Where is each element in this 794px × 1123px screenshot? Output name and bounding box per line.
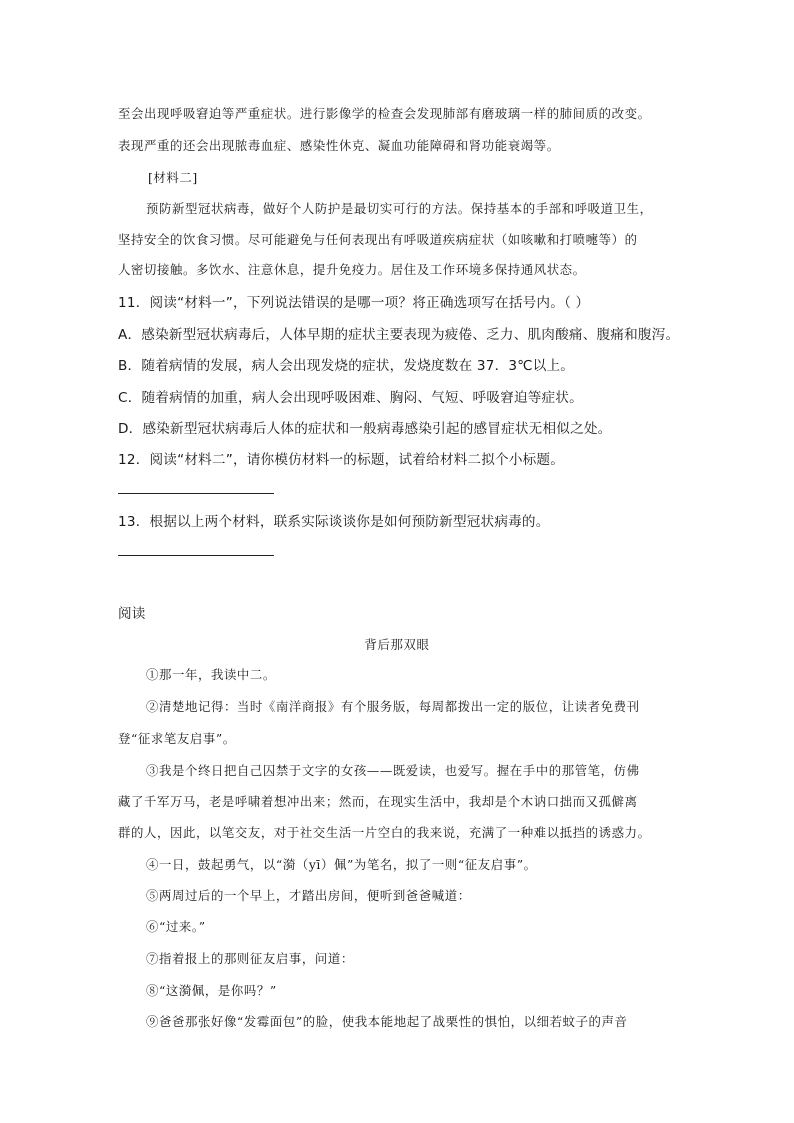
- paragraph-3-line-2: 藏了千军万马，老是呼啸着想冲出来；然而，在现实生活中，我却是个木讷口拙而又孤僻离: [118, 794, 638, 809]
- paragraph-5: ⑤两周过后的一个早上，才踏出房间，便听到爸爸喊道：: [146, 888, 471, 903]
- question-12: 12．阅读“材料二”，请你模仿材料一的标题，试着给材料二拟个小标题。: [118, 452, 564, 468]
- paragraph-1: ①那一年，我读中二。: [146, 667, 276, 682]
- question-11-option-b: B．随着病情的发展，病人会出现发烧的症状，发烧度数在 37．3℃以上。: [118, 358, 575, 374]
- reading-title: 背后那双眼: [364, 637, 430, 652]
- material2-line-3: 人密切接触。多饮水、注意休息，提升免疫力。居住及工作环境多保持通风状态。: [118, 262, 586, 277]
- paragraph-9-line-1: ⑨爸爸那张好像“发霉面包”的脸，使我本能地起了战栗性的惧怕，以细若蚊子的声音: [146, 1014, 628, 1029]
- material2-heading: [材料二]: [148, 170, 198, 185]
- reading-label: 阅读: [118, 606, 146, 622]
- material1-line-1: 至会出现呼吸窘迫等严重症状。进行影像学的检查会发现肺部有磨玻璃一样的肺间质的改变。: [118, 106, 651, 121]
- material1-line-2: 表现严重的还会出现脓毒血症、感染性休克、凝血功能障碍和肾功能衰竭等。: [118, 138, 560, 153]
- question-11: 11．阅读“材料一”，下列说法错误的是哪一项？将正确选项写在括号内。（ ）: [118, 295, 590, 311]
- answer-blank-12[interactable]: [118, 493, 274, 494]
- question-11-option-c: C．随着病情的加重，病人会出现呼吸困难、胸闷、气短、呼吸窘迫等症状。: [118, 390, 583, 406]
- material2-line-2: 坚持安全的饮食习惯。尽可能避免与任何表现出有呼吸道疾病症状（如咳嗽和打喷嚏等）的: [118, 232, 638, 247]
- question-13: 13．根据以上两个材料，联系实际谈谈你是如何预防新型冠状病毒的。: [118, 514, 550, 530]
- material2-line-1: 预防新型冠状病毒，做好个人防护是最切实可行的方法。保持基本的手部和呼吸道卫生，: [146, 201, 653, 216]
- paragraph-6: ⑥“过来。”: [146, 919, 206, 934]
- paragraph-8: ⑧“这漪佩，是你吗？”: [146, 983, 277, 998]
- question-11-option-d: D．感染新型冠状病毒后人体的症状和一般病毒感染引起的感冒症状无相似之处。: [118, 421, 612, 437]
- paragraph-2-line-2: 登“征求笔友启事”。: [118, 731, 236, 746]
- answer-blank-13[interactable]: [118, 555, 274, 556]
- paragraph-3-line-3: 群的人，因此，以笔交友，对于社交生活一片空白的我来说，充满了一种难以抵挡的诱惑力。: [118, 825, 651, 840]
- paragraph-3-line-1: ③我是个终日把自己囚禁于文字的女孩——既爱读，也爱写。握在手中的那管笔，仿佛: [146, 763, 640, 778]
- paragraph-2-line-1: ②清楚地记得：当时《南洋商报》有个服务版，每周都拨出一定的版位，让读者免费刊: [146, 699, 640, 714]
- question-11-option-a: A．感染新型冠状病毒后，人体早期的症状主要表现为疲倦、乏力、肌肉酸痛、腹痛和腹泻。: [118, 327, 680, 343]
- paragraph-7: ⑦指着报上的那则征友启事，问道：: [146, 951, 354, 966]
- paragraph-4: ④一日，鼓起勇气，以“漪（yī）佩”为笔名，拟了一则“征友启事”。: [146, 857, 537, 872]
